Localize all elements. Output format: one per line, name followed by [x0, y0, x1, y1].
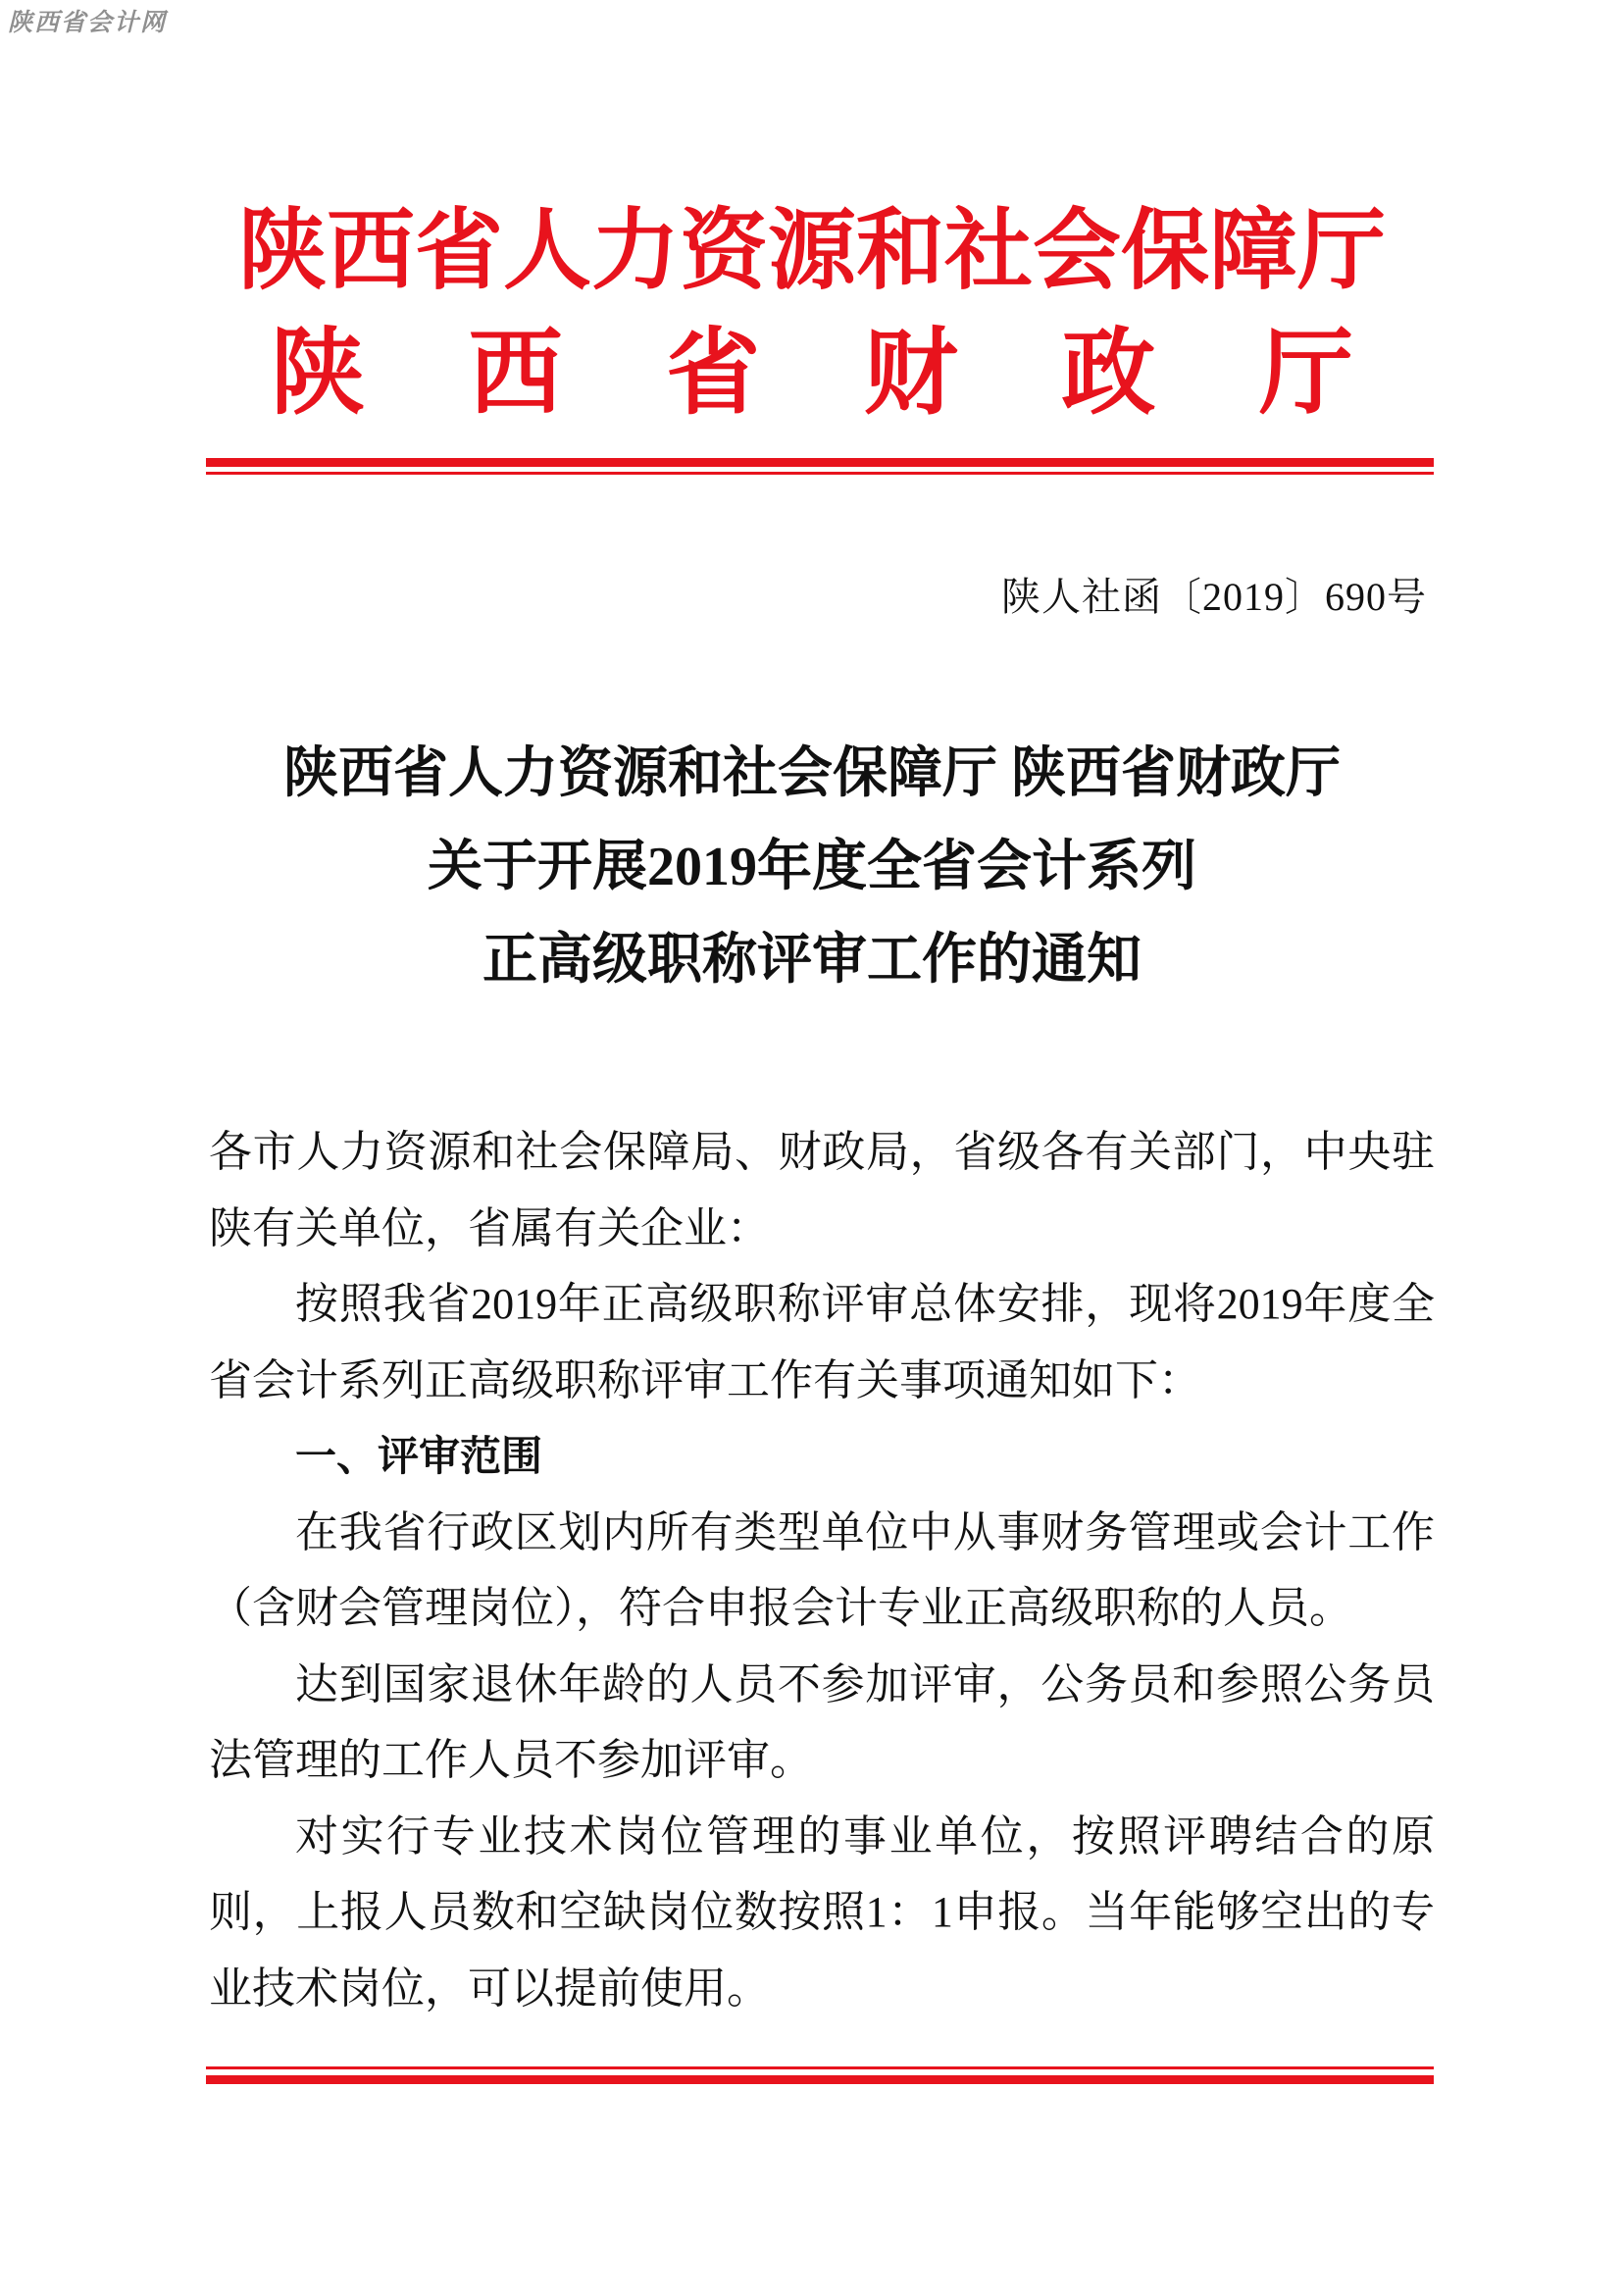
document-body — [209, 1114, 1435, 2026]
document-title-line3: 正高级职称评审工作的通知 — [482, 930, 1142, 991]
document-title-line1: 陕西省人力资源和社会保障厅 陕西省财政厅 — [283, 743, 1341, 804]
letterhead-agency-line1: 陕西省人力资源和社会保障厅 — [238, 203, 1386, 300]
body-line: 在我省行政区划内所有类型单位中从事财务管理或会计工作 — [295, 1507, 1435, 1556]
body-line: 业技术岗位，可以提前使用。 — [209, 1963, 770, 2013]
body-line: 各市人力资源和社会保障局、财政局，省级各有关部门，中央驻 — [209, 1128, 1435, 1176]
body-line: 法管理的工作人员不参加评审。 — [209, 1736, 813, 1784]
body-line: 则，上报人员数和空缺岗位数按照1：1申报。当年能够空出的专 — [209, 1888, 1435, 1936]
body-line: （含财会管理岗位），符合申报会计专业正高级职称的人员。 — [209, 1584, 1352, 1632]
header-rule-thin — [206, 472, 1434, 475]
body-line: 按照我省2019年正高级职称评审总体安排，现将2019年度全 — [295, 1280, 1435, 1328]
body-line: 省会计系列正高级职称评审工作有关事项通知如下： — [209, 1355, 1201, 1404]
document-title — [0, 728, 1624, 1007]
header-rule-thick — [206, 458, 1434, 467]
body-line: 对实行专业技术岗位管理的事业单位，按照评聘结合的原 — [295, 1811, 1435, 1861]
body-line: 达到国家退休年龄的人员不参加评审，公务员和参照公务员 — [295, 1659, 1435, 1708]
footer-rule-thick — [206, 2075, 1434, 2084]
document-title-line2: 关于开展2019年度全省会计系列 — [428, 837, 1196, 897]
body-line: 陕有关单位，省属有关企业： — [209, 1203, 770, 1252]
letterhead-agency-line2: 陕西省财政厅 — [271, 321, 1353, 426]
body-section-heading: 一、评审范围 — [295, 1433, 543, 1479]
document-number: 陕人社函〔2019〕690号 — [1001, 575, 1427, 619]
site-watermark: 陕西省会计网 — [8, 9, 168, 36]
footer-rule-thin — [206, 2066, 1434, 2069]
